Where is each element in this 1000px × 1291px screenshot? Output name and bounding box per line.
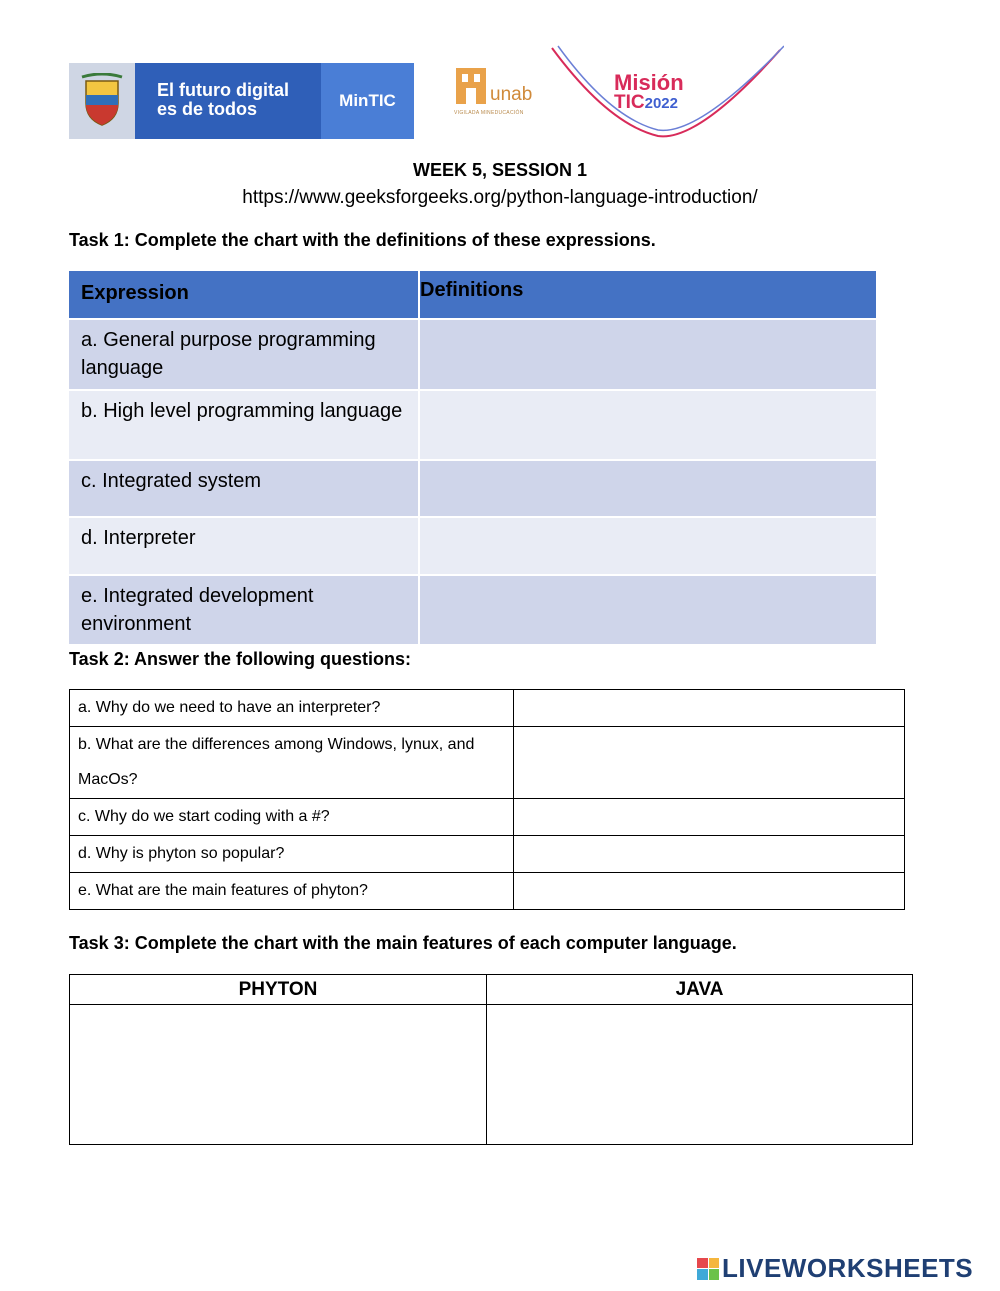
definition-cell[interactable] <box>420 391 878 461</box>
answer-cell[interactable] <box>514 836 905 873</box>
definition-cell[interactable] <box>420 576 878 646</box>
table-row <box>70 873 905 910</box>
answer-cell[interactable] <box>514 690 905 727</box>
mintic-slogan: El futuro digital es de todos <box>157 80 289 119</box>
answer-cell[interactable] <box>514 799 905 836</box>
task2-heading: Task 2: Answer the following questions: <box>69 649 412 669</box>
phyton-features-cell[interactable] <box>70 1005 487 1145</box>
unab-logo <box>454 62 544 122</box>
colombia-coat-of-arms-icon <box>69 63 135 139</box>
table-row <box>70 799 905 836</box>
definition-cell[interactable] <box>420 518 878 576</box>
table-row <box>69 391 878 461</box>
table-row <box>70 727 905 799</box>
table-row <box>69 461 878 518</box>
question-cell: c. Why do we start coding with a #? <box>70 799 514 836</box>
liveworksheets-brand: LIVEWORKSHEETS <box>722 1253 974 1283</box>
task3-table <box>69 974 913 1145</box>
page-title: WEEK 5, SESSION 1 <box>412 160 588 180</box>
task1-header-row <box>69 271 878 320</box>
java-header: JAVA <box>487 975 913 1005</box>
task1-heading: Task 1: Complete the chart with the definitions of these expressions. <box>69 230 656 250</box>
expression-cell: e. Integrated development environment <box>69 576 420 646</box>
expression-cell: a. General purpose programming language <box>69 320 420 391</box>
mision-tic-logo <box>548 44 784 142</box>
mision-title: Misión <box>614 70 684 95</box>
reference-url[interactable]: https://www.geeksforgeeks.org/python-language-introduction/ <box>242 187 758 208</box>
question-cell: a. Why do we need to have an interpreter? <box>70 690 514 727</box>
answer-cell[interactable] <box>514 873 905 910</box>
table-row <box>70 836 905 873</box>
question-cell: d. Why is phyton so popular? <box>70 836 514 873</box>
phyton-header: PHYTON <box>70 975 487 1005</box>
answer-cell[interactable] <box>514 727 905 799</box>
table-row <box>70 1005 913 1145</box>
expression-cell: d. Interpreter <box>69 518 420 576</box>
task2-table <box>69 689 905 910</box>
mintic-logo <box>69 63 414 139</box>
definitions-header: Definitions <box>420 271 878 320</box>
question-cell: b. What are the differences among Windows, lynux, and MacOs? <box>70 727 514 799</box>
mision-subtitle: TIC2022 <box>614 92 678 113</box>
table-row <box>69 518 878 576</box>
unab-tagline: VIGILADA MINEDUCACIÓN <box>454 110 524 116</box>
question-cell: e. What are the main features of phyton? <box>70 873 514 910</box>
expression-cell: b. High level programming language <box>69 391 420 461</box>
table-row <box>69 320 878 391</box>
table-row <box>69 576 878 646</box>
expression-cell: c. Integrated system <box>69 461 420 518</box>
unab-building-icon <box>454 64 488 108</box>
definition-cell[interactable] <box>420 320 878 391</box>
liveworksheets-logo <box>697 1253 973 1284</box>
task3-header-row <box>70 975 913 1005</box>
java-features-cell[interactable] <box>487 1005 913 1145</box>
unab-name: unab <box>490 84 533 105</box>
mintic-brand: MinTIC <box>321 63 414 139</box>
table-row <box>70 690 905 727</box>
task3-heading: Task 3: Complete the chart with the main features of each computer language. <box>69 933 737 953</box>
definition-cell[interactable] <box>420 461 878 518</box>
liveworksheets-mark-icon <box>697 1258 719 1280</box>
expression-header: Expression <box>69 271 420 320</box>
